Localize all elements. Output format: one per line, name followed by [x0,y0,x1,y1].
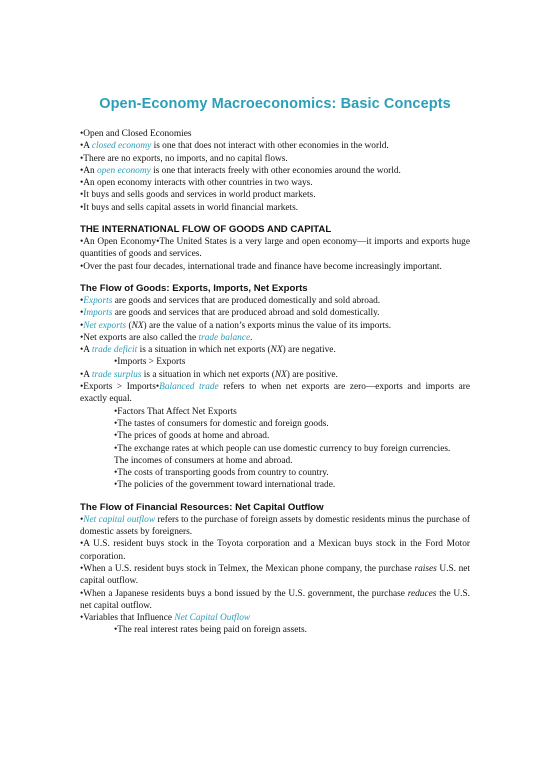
paragraph [80,479,470,491]
intro-line [80,140,470,152]
emphasis: raises [414,563,437,574]
text-run: are goods and services that are produced domestically and sold abroad. [112,295,381,306]
emphasis: reduces [407,588,437,599]
paragraph [80,538,470,563]
text-run: •There are no exports, no imports, and no capital flows. [80,153,288,164]
paragraph [80,443,470,455]
text-run: ) are negative. [282,345,336,356]
text-run: •Over the past four decades, international trade and finance have become increasingly important. [80,261,442,272]
text-run: •The tastes of consumers for domestic and foreign goods. [114,418,329,429]
paragraph [80,236,470,261]
text-run: refers to the purchase of foreign assets by domestic residents minus the purchase of domestic assets by foreigners. [80,514,470,538]
paragraph [80,467,470,479]
text-run: . [250,332,253,343]
intro-line [80,177,470,189]
text-run: •The real interest rates being paid on foreign assets. [114,625,307,636]
paragraph [80,344,470,356]
key-term: Exports [83,295,113,306]
paragraph [80,369,470,381]
text-run: is a situation in which net exports ( [141,369,275,380]
text-run: •Exports > Imports• [80,382,160,393]
text-run: • [80,514,84,525]
section-heading: The Flow of Financial Resources: Net Capital Outflow [80,501,324,513]
text-run: •When a U.S. resident buys stock in Telmex, the Mexican phone company, the purchase [80,563,415,574]
text-run: •The costs of transporting goods from country to country. [114,468,329,479]
paragraph [80,455,470,467]
text-run: •Variables that Influence [80,613,175,624]
text-run: •It buys and sells capital assets in world financial markets. [80,202,299,213]
paragraph [80,563,470,588]
emphasis: NX [131,320,144,331]
key-term: Net exports [83,320,127,331]
paragraph [80,332,470,344]
emphasis: NX [274,369,287,380]
intro-line [80,128,470,140]
intro-line [80,153,470,165]
key-term: trade surplus [91,369,142,380]
page-title: Open-Economy Macroeconomics: Basic Concepts [99,96,451,112]
paragraph [80,320,470,332]
paragraph [80,381,470,406]
key-term: trade deficit [91,345,138,356]
key-term: Balanced trade [159,382,219,393]
emphasis: NX [270,345,283,356]
text-run: •It buys and sells goods and services in world product markets. [80,190,316,201]
paragraph [80,514,470,539]
intro-line [80,202,470,214]
text-run: The incomes of consumers at home and abroad. [114,455,293,466]
key-term: Net Capital Outflow [174,613,251,624]
text-run: • [80,308,84,319]
paragraph [80,418,470,430]
paragraph [80,624,470,636]
document-body [80,128,470,637]
text-run: •Net exports are also called the [80,332,199,343]
text-run: •An [80,165,98,176]
intro-line [80,189,470,201]
text-run: •When a Japanese residents buys a bond issued by the U.S. government, the purchase [80,588,408,599]
text-run: ( [126,320,132,331]
paragraph [80,430,470,442]
text-run: is a situation in which net exports ( [137,345,271,356]
text-run: is one that interacts freely with other economies around the world. [150,165,401,176]
text-run: •The policies of the government toward international trade. [114,480,336,491]
paragraph [80,612,470,624]
paragraph [80,356,470,368]
text-run: •Open and Closed Economies [80,129,192,139]
text-run: •A [80,141,92,152]
paragraph [80,261,470,273]
text-run: •An Open Economy•The United States is a very large and open economy—it imports and exports huge quantities of goods and services. [80,237,470,260]
text-run: refers to when net exports are zero—exports and imports are exactly equal. [80,382,470,405]
text-run: U.S. net capital outflow. [80,563,471,587]
text-run: •A [80,369,92,380]
key-term: open economy [97,165,151,176]
text-run: ) are positive. [286,369,338,380]
key-term: trade balance [198,332,251,343]
text-run: •A [80,345,92,356]
section-heading: The Flow of Goods: Exports, Imports, Net Exports [80,282,308,294]
paragraph [80,295,470,307]
paragraph [80,406,470,418]
text-run: •The prices of goods at home and abroad. [114,431,270,442]
text-run: ) are the value of a nation’s exports minus the value of its imports. [143,320,392,331]
key-term: Imports [83,308,113,319]
text-run: the U.S. net capital outflow. [80,588,470,611]
text-run: is one that does not interact with other economies in the world. [151,141,389,152]
text-run: •A U.S. resident buys stock in the Toyota corporation and a Mexican buys stock in the Ford Motor corporation. [80,539,470,562]
text-run: •The exchange rates at which people can use domestic currency to buy foreign currencies. [114,443,451,454]
paragraph [80,307,470,319]
intro-line [80,165,470,177]
text-run: •An open economy interacts with other countries in two ways. [80,178,313,189]
text-run: are goods and services that are produced abroad and sold domestically. [112,308,380,319]
paragraph [80,588,470,613]
text-run: •Factors That Affect Net Exports [114,406,237,417]
section-heading: THE INTERNATIONAL FLOW OF GOODS AND CAPITAL [80,224,332,236]
text-run: • [80,320,84,331]
key-term: closed economy [91,141,152,152]
key-term: Net capital outflow [83,514,156,525]
text-run: •Imports > Exports [114,357,186,368]
text-run: • [80,295,84,306]
